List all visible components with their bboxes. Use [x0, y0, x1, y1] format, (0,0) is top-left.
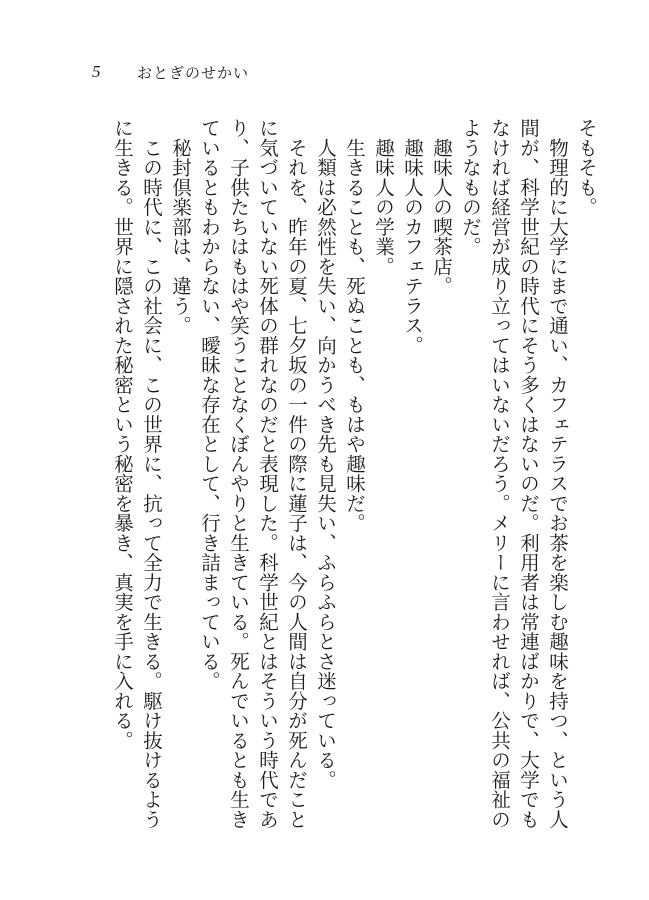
paragraph: 趣味人のカフェテラス。: [401, 118, 424, 355]
paragraph: 秘封倶楽部は、違う。: [169, 118, 192, 336]
paragraph: この時代に、この社会に、この世界に、抗って全力で生きる。駆け抜けるように生きる。世界に隠された秘密という秘密を暴き、真実を手に入れる。: [111, 118, 163, 829]
paragraph: そもそも。: [575, 118, 598, 217]
paragraph: 人類は必然性を失い、向かうべき先も見失い、ふらふらとさ迷っている。: [314, 118, 337, 790]
paragraph: それを、昨年の夏、七夕坂の一件の際に蓮子は、今の人間は自分が死んだことに気づいていない死体の群れなのだと表現した。科学世紀とはそういう時代であり、子供たちはもはや笑うことなくぼんやりと生きている。死んでいるとも生きているともわからない、曖昧な存在として、行き詰まっている。: [198, 118, 308, 829]
running-title: おとぎのせかい: [137, 64, 250, 82]
page-number: 5: [92, 62, 101, 81]
paragraph: 生きることも、死ぬことも、もはや趣味だ。: [343, 118, 366, 533]
paragraph: 趣味人の学業。: [372, 118, 395, 276]
paragraph: 物理的に大学にまで通い、カフェテラスでお茶を楽しむ趣味を持つ、という人間が、科学世紀の時代にそう多くはないのだ。利用者は常連ばかりで、大学でもなければ経営が成り立ってはいないだろう。メリーに言わせれば、公共の福祉のようなものだ。: [459, 118, 569, 829]
body-text: [91, 118, 601, 838]
paragraph: 趣味人の喫茶店。: [430, 118, 453, 296]
